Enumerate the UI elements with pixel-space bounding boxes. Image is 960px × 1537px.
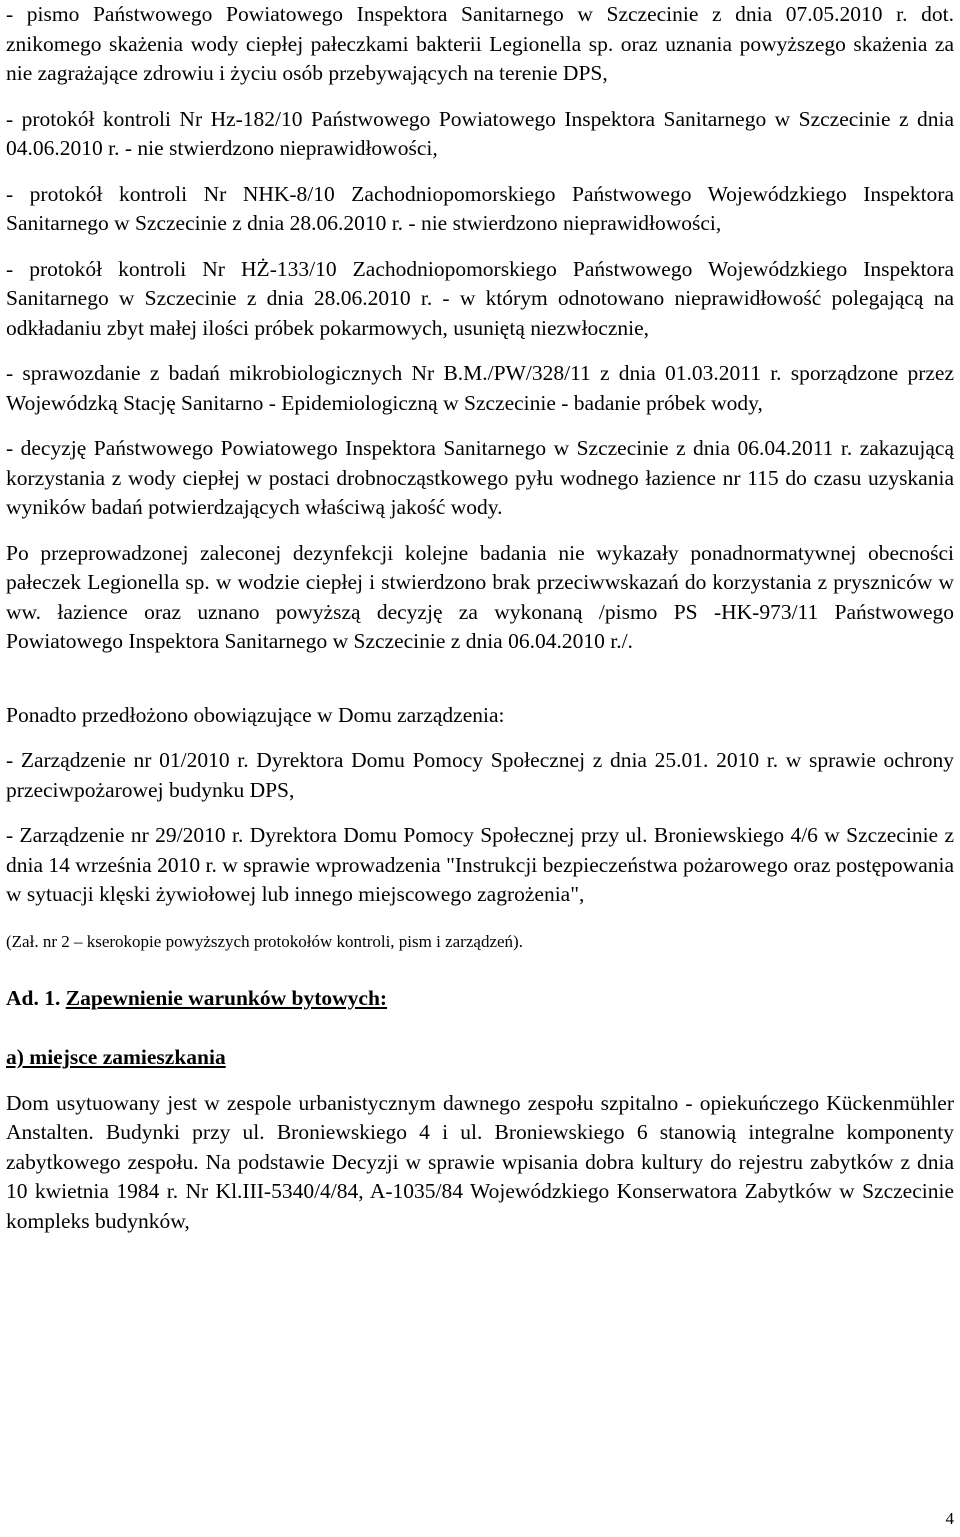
subsection-heading: a) miejsce zamieszkania [6, 1045, 226, 1069]
paragraph-decyzja: - decyzję Państwowego Powiatowego Inspektora Sanitarnego w Szczecinie z dnia 06.04.2011 r. zakazującą korzystania z wody ciepłej w postaci drobnocząstkowego pyłu wodnego łazience nr 115 do czasu uzyskania wyników badań potwierdzających właściwą jakość wody. [6, 436, 954, 519]
paragraph-protokol-hz-133: - protokół kontroli Nr HŻ-133/10 Zachodniopomorskiego Państwowego Wojewódzkiego Inspektora Sanitarnego w Szczecinie z dnia 28.06.2010 r. - w którym odnotowano nieprawidłowość polegającą na odkładaniu zbyt małej ilości próbek pokarmowych, usuniętą niezwłocznie, [6, 256, 954, 340]
document-page [6, 0, 954, 1236]
attachment-note: (Zał. nr 2 – kserokopie powyższych protokołów kontroli, pism i zarządzeń). [6, 931, 523, 951]
paragraph-protokol-nhk-8: - protokół kontroli Nr NHK-8/10 Zachodniopomorskiego Państwowego Wojewódzkiego Inspektora Sanitarnego w Szczecinie z dnia 28.06.2010 r. - nie stwierdzono nieprawidłowości, [6, 181, 954, 235]
paragraph-dezynfekcja: Po przeprowadzonej zaleconej dezynfekcji kolejne badania nie wykazały ponadnormatywnej obecności pałeczek Legionella sp. w wodzie ciepłej i stwierdzono brak przeciwwskazań do korzystania z pryszniców w ww. łazience oraz uznano powyższą decyzję za wykonaną /pismo PS -HK-973/11 Państwowego Powiatowego Inspektora Sanitarnego w Szczecinie z dnia 06.04.2010 r./. [6, 540, 954, 653]
page-number: 4 [945, 1509, 954, 1528]
paragraph-pismo-07-05: - pismo Państwowego Powiatowego Inspektora Sanitarnego w Szczecinie z dnia 07.05.2010 r. dot. znikomego skażenia wody ciepłej pałeczkami bakterii Legionella sp. oraz uznania powyższego skażenia za nie zagrażające zdrowiu i życiu osób przebywających na terenie DPS, [6, 2, 954, 85]
section-heading [6, 984, 954, 1014]
paragraph-protokol-hz-182: - protokół kontroli Nr Hz-182/10 Państwowego Powiatowego Inspektora Sanitarnego w Szczecinie z dnia 04.06.2010 r. - nie stwierdzono nieprawidłowości, [6, 106, 954, 160]
section-heading-title: Zapewnienie warunków bytowych: [65, 985, 388, 1010]
order-item-01-2010: - Zarządzenie nr 01/2010 r. Dyrektora Domu Pomocy Społecznej z dnia 25.01. 2010 r. w sprawie ochrony przeciwpożarowej budynku DPS, [6, 748, 954, 802]
paragraph-sprawozdanie: - sprawozdanie z badań mikrobiologicznych Nr B.M./PW/328/11 z dnia 01.03.2011 r. sporządzone przez Wojewódzką Stację Sanitarno - Epidemiologiczną w Szczecinie - badanie próbek wody, [6, 361, 954, 415]
section-heading-prefix: Ad. 1. [6, 985, 61, 1010]
orders-intro: Ponadto przedłożono obowiązujące w Domu zarządzenia: [6, 702, 505, 727]
order-item-29-2010: - Zarządzenie nr 29/2010 r. Dyrektora Domu Pomocy Społecznej przy ul. Broniewskiego 4/6 w Szczecinie z dnia 14 września 2010 r. w sprawie wprowadzenia "Instrukcji bezpieczeństwa pożarowego oraz postępowania w sytuacji klęski żywiołowej lub innego miejscowego zagrożenia", [6, 823, 954, 906]
paragraph-dom-usytuowany: Dom usytuowany jest w zespole urbanistycznym dawnego zespołu szpitalno - opiekuńczego Kückenmühler Anstalten. Budynki przy ul. Broniewskiego 4 i ul. Broniewskiego 6 stanowią integralne komponenty zabytkowego zespołu. Na podstawie Decyzji w sprawie wpisania dobra kultury do rejestru zabytków z dnia 10 kwietnia 1984 r. Nr Kl.III-5340/4/84, A-1035/84 Wojewódzkiego Konserwatora Zabytków w Szczecinie kompleks budynków, [6, 1090, 954, 1233]
